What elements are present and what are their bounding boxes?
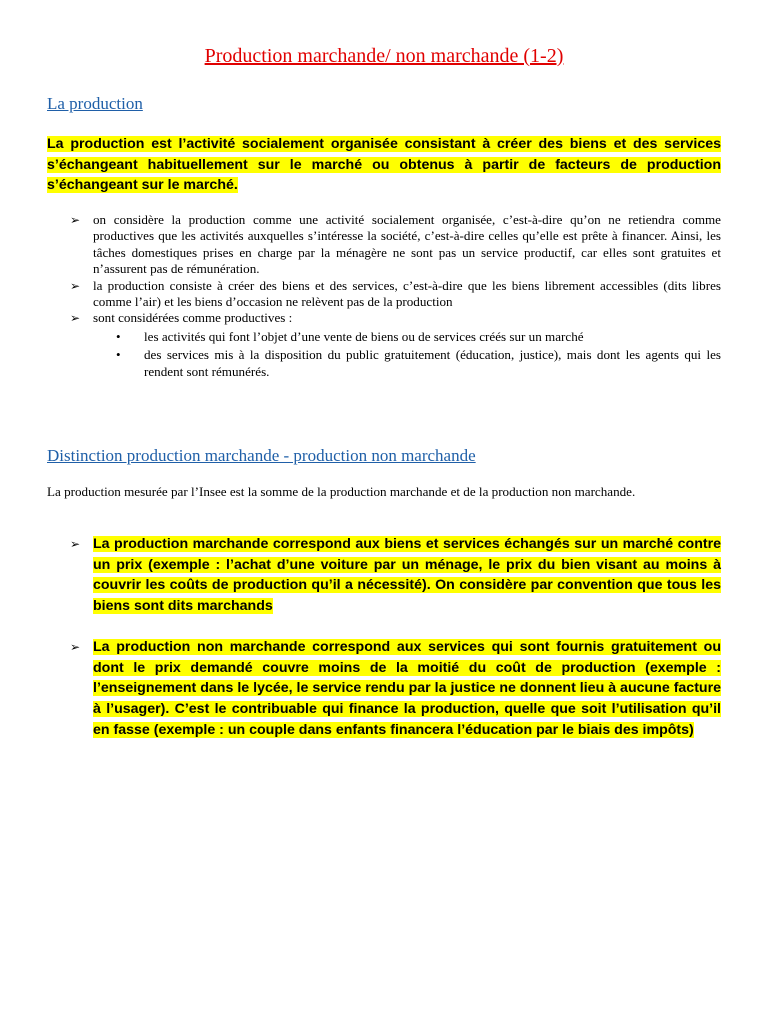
definition-text: La production est l’activité socialement organisée consistant à créer des biens et des services s’échangeant habituellement sur le marché ou obtenus à partir de facteurs de production s’échangeant sur le marché. (47, 136, 721, 194)
list-item-market-production (47, 534, 721, 617)
production-types-list (47, 534, 721, 740)
list-item-text: la production consiste à créer des biens et des services, c’est-à-dire que les biens librement accessibles (dits libres comme l’air) et les biens d’occasion ne relèvent pas de la production (93, 277, 721, 310)
sub-list-item-text: les activités qui font l’objet d’une vente de biens ou de services créés sur un marché (144, 328, 584, 344)
arrow-bullet-icon: ➢ (70, 537, 81, 551)
arrow-bullet-icon: ➢ (70, 213, 81, 227)
sub-list-item (93, 329, 721, 345)
dot-bullet-icon: • (116, 328, 121, 344)
page-title: Production marchande/ non marchande (1-2) (204, 45, 564, 67)
intro-paragraph: La production mesurée par l’Insee est la somme de la production marchande et de la production non marchande. (47, 484, 636, 499)
production-list (47, 212, 721, 380)
arrow-bullet-icon: ➢ (70, 278, 81, 293)
list-item-non-market-production (47, 637, 721, 741)
list-item-text: La production non marchande correspond aux services qui sont fournis gratuitement ou dont le prix demandé couvre moins de la moitié du coût de production (exemple : l’enseignement dans le lycée, le service rendu par la justice ne donnent lieu à aucune facture à l’usager). C’est le contribuable qui finance la production, quelle que soit l’utilisation qu’il en fasse (exemple : un couple dans enfants financera l’éducation par le biais des impôts) (93, 638, 721, 738)
list-item (47, 310, 721, 380)
list-item (47, 278, 721, 311)
arrow-bullet-icon: ➢ (70, 311, 81, 326)
definition-paragraph (47, 134, 721, 196)
productive-activities-list (47, 329, 721, 380)
section-heading-production: La production (47, 94, 143, 113)
list-item-text: La production marchande correspond aux biens et services échangés sur un marché contre un prix (exemple : l’achat d’une voiture par un ménage, le prix du bien visant au moins à couvrir les coûts de production qu’il a nécessité). On considère par convention que tous les biens sont dits marchands (93, 536, 721, 615)
list-item (47, 212, 721, 278)
dot-bullet-icon: • (116, 347, 121, 363)
list-item-text: on considère la production comme une activité socialement organisée, c’est-à-dire qu’on ne retiendra comme productives que les activités auxquelles s’intéresse la société, c’est-à-dire celles qu’elle est prête à financer. Ainsi, les tâches domestiques prises en charge par la ménagère ne sont pas un service productif, car elles sont gratuites et n’assurent pas de rémunération. (93, 212, 721, 277)
sub-list-item (93, 347, 721, 380)
list-item-text: sont considérées comme productives : (93, 310, 293, 326)
section-heading-distinction: Distinction production marchande - production non marchande (47, 446, 476, 465)
arrow-bullet-icon: ➢ (70, 639, 81, 654)
sub-list-item-text: des services mis à la disposition du public gratuitement (éducation, justice), mais dont les agents qui les rendent sont rémunérés. (144, 347, 721, 379)
